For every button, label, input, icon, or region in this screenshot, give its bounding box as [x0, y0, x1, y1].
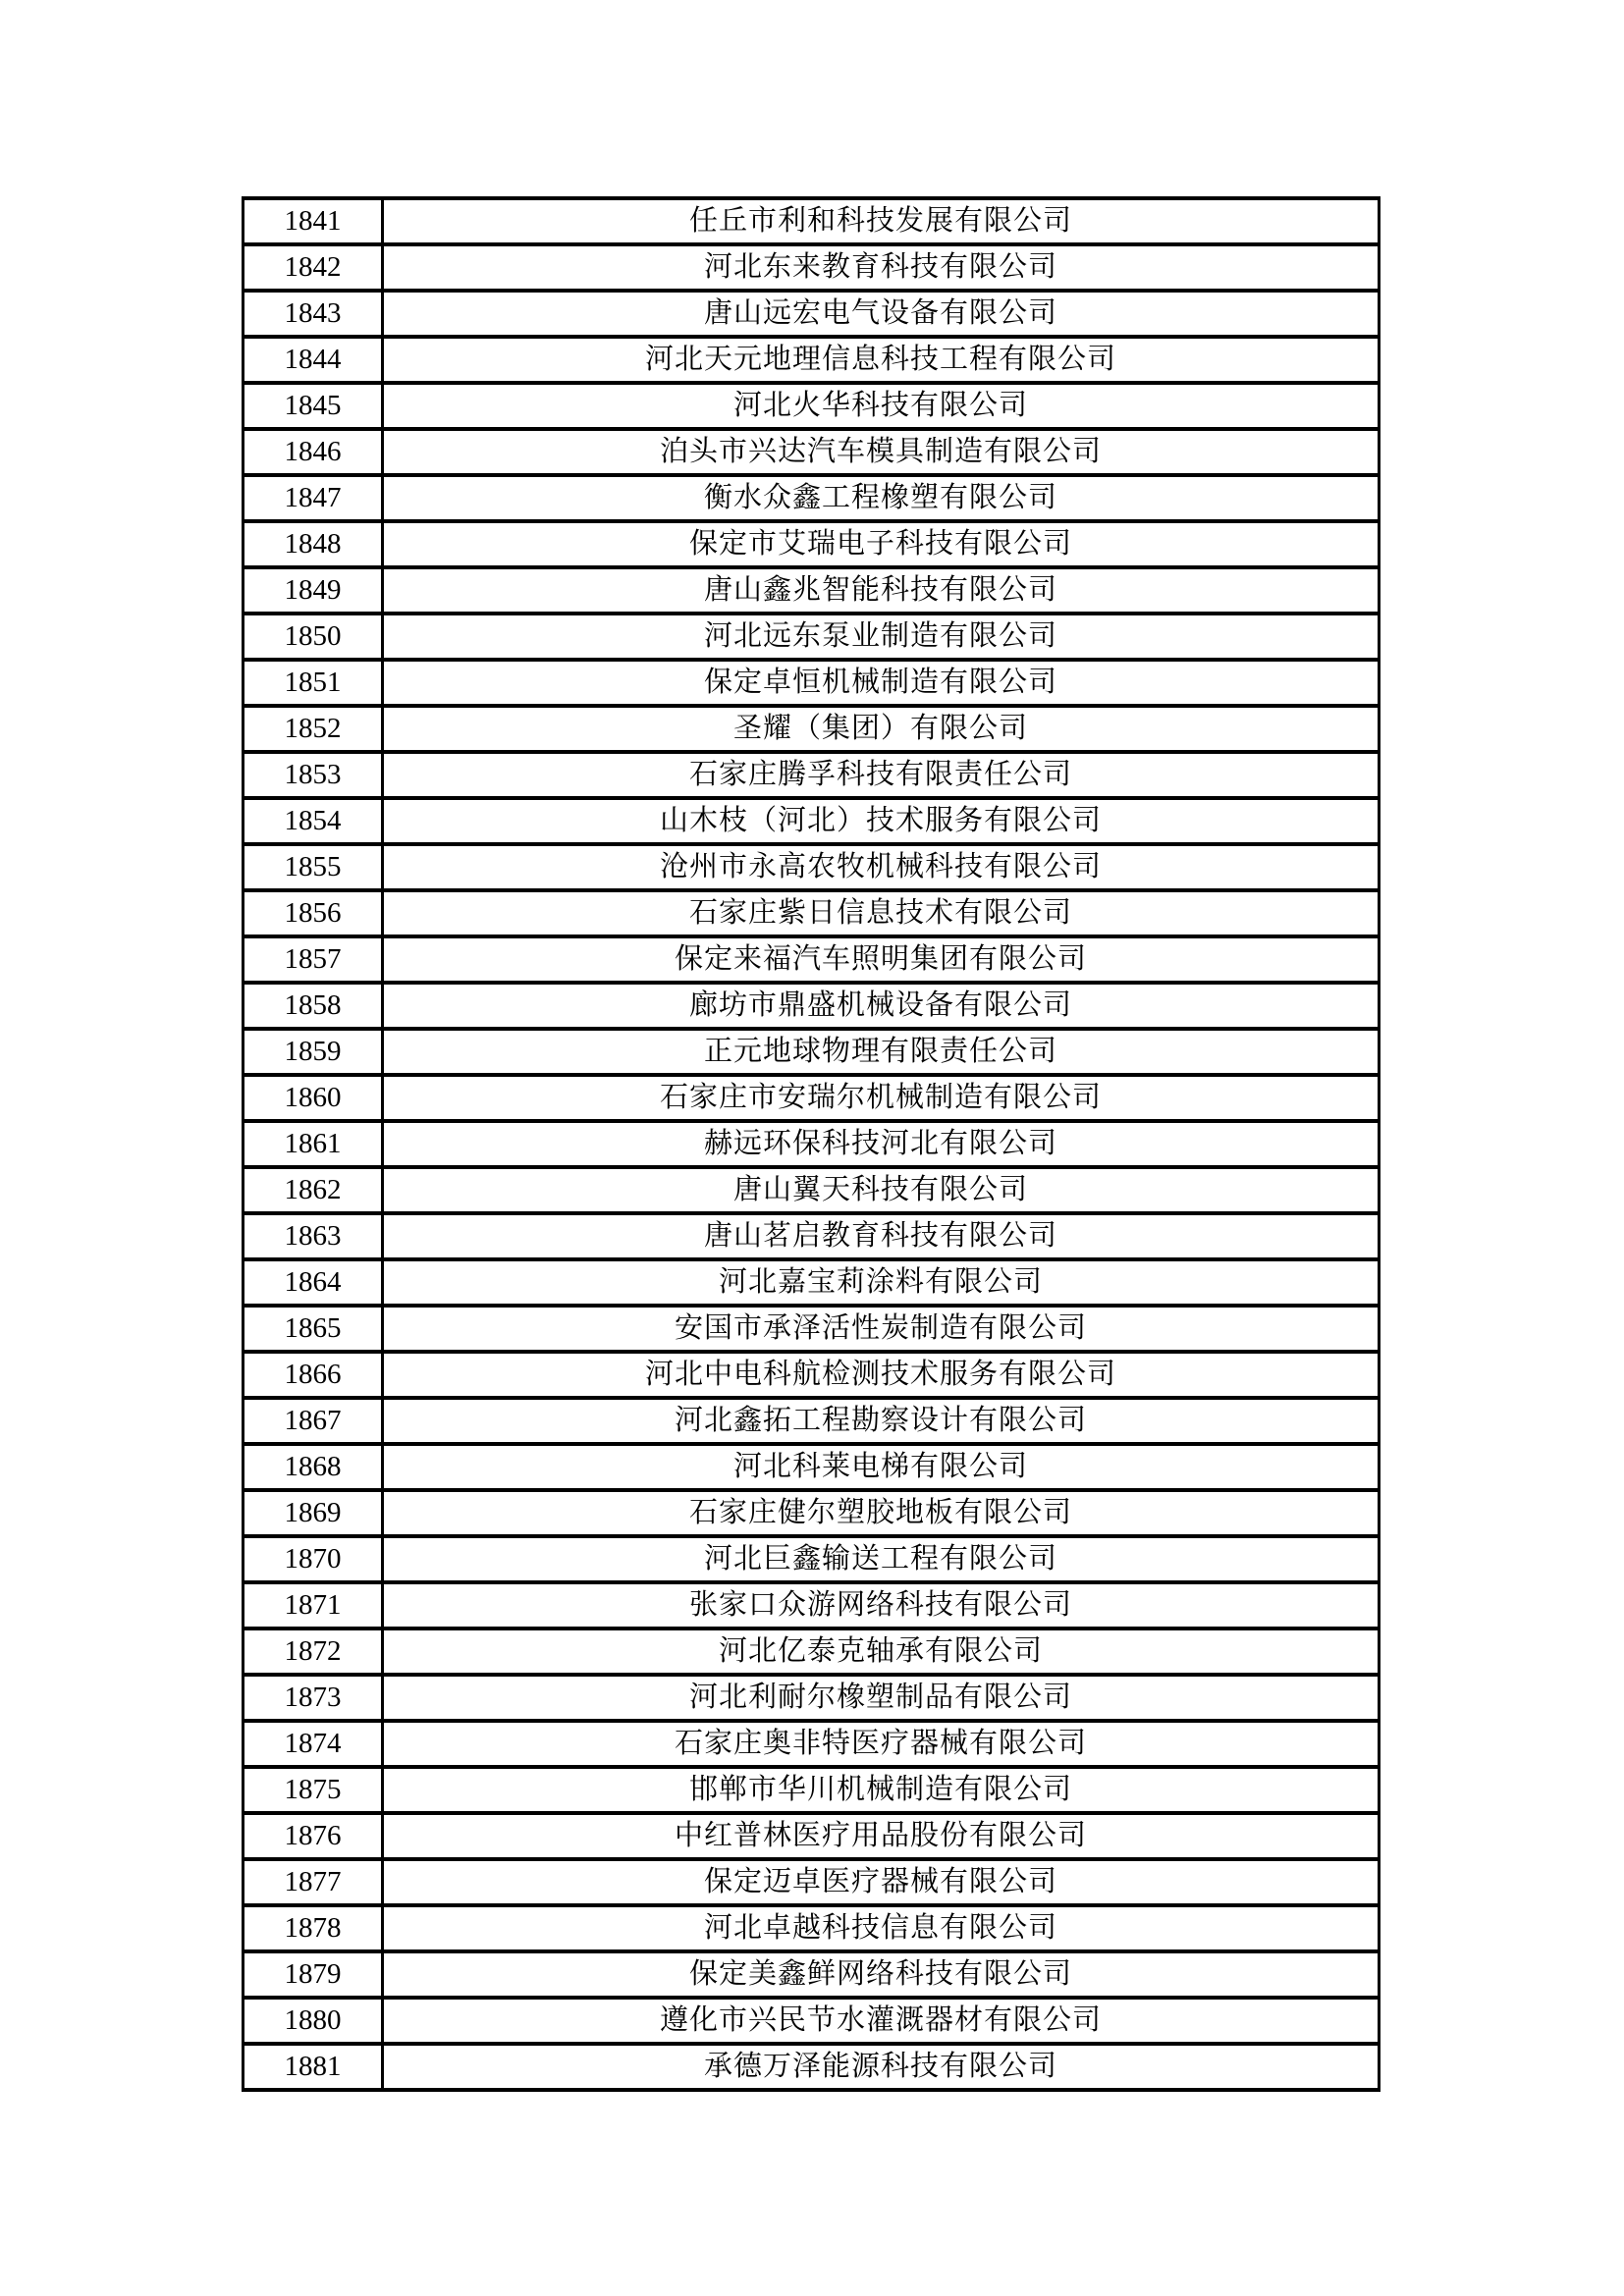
table-row	[244, 798, 1380, 844]
table-row	[244, 706, 1380, 752]
table-row	[244, 660, 1380, 706]
table-row	[244, 2044, 1380, 2090]
table-row	[244, 983, 1380, 1029]
company-name-cell: 保定迈卓医疗器械有限公司	[383, 1859, 1380, 1905]
table-row	[244, 614, 1380, 660]
table-row	[244, 1629, 1380, 1675]
table-row	[244, 337, 1380, 383]
company-name-cell: 廊坊市鼎盛机械设备有限公司	[383, 983, 1380, 1029]
row-number-cell: 1861	[244, 1121, 383, 1167]
row-number-cell: 1857	[244, 936, 383, 983]
row-number-cell: 1860	[244, 1075, 383, 1121]
table-row	[244, 1121, 1380, 1167]
row-number-cell: 1877	[244, 1859, 383, 1905]
company-name-cell: 河北科莱电梯有限公司	[383, 1444, 1380, 1490]
company-name-cell: 保定来福汽车照明集团有限公司	[383, 936, 1380, 983]
company-name-cell: 承德万泽能源科技有限公司	[383, 2044, 1380, 2090]
row-number-cell: 1865	[244, 1306, 383, 1352]
row-number-cell: 1862	[244, 1167, 383, 1213]
table-row	[244, 1951, 1380, 1998]
company-name-cell: 泊头市兴达汽车模具制造有限公司	[383, 429, 1380, 475]
row-number-cell: 1854	[244, 798, 383, 844]
table-row	[244, 383, 1380, 429]
row-number-cell: 1873	[244, 1675, 383, 1721]
row-number-cell: 1850	[244, 614, 383, 660]
table-row	[244, 1398, 1380, 1444]
row-number-cell: 1848	[244, 521, 383, 567]
table-row	[244, 1167, 1380, 1213]
company-name-cell: 河北中电科航检测技术服务有限公司	[383, 1352, 1380, 1398]
row-number-cell: 1856	[244, 890, 383, 936]
company-name-cell: 河北火华科技有限公司	[383, 383, 1380, 429]
company-name-cell: 石家庄腾孚科技有限责任公司	[383, 752, 1380, 798]
table-row	[244, 890, 1380, 936]
table-row	[244, 1721, 1380, 1767]
table-row	[244, 1859, 1380, 1905]
table-row	[244, 1259, 1380, 1306]
row-number-cell: 1879	[244, 1951, 383, 1998]
row-number-cell: 1846	[244, 429, 383, 475]
company-name-cell: 遵化市兴民节水灌溉器材有限公司	[383, 1998, 1380, 2044]
company-name-cell: 保定美鑫鲜网络科技有限公司	[383, 1951, 1380, 1998]
company-name-cell: 河北嘉宝莉涂料有限公司	[383, 1259, 1380, 1306]
table-row	[244, 429, 1380, 475]
company-name-cell: 衡水众鑫工程橡塑有限公司	[383, 475, 1380, 521]
company-table-body	[244, 198, 1380, 2090]
table-row	[244, 1998, 1380, 2044]
table-row	[244, 1675, 1380, 1721]
row-number-cell: 1880	[244, 1998, 383, 2044]
row-number-cell: 1847	[244, 475, 383, 521]
table-row	[244, 1490, 1380, 1536]
company-name-cell: 张家口众游网络科技有限公司	[383, 1582, 1380, 1629]
row-number-cell: 1858	[244, 983, 383, 1029]
table-row	[244, 1029, 1380, 1075]
table-row	[244, 475, 1380, 521]
company-name-cell: 唐山翼天科技有限公司	[383, 1167, 1380, 1213]
table-row	[244, 752, 1380, 798]
company-name-cell: 河北远东泵业制造有限公司	[383, 614, 1380, 660]
company-name-cell: 保定市艾瑞电子科技有限公司	[383, 521, 1380, 567]
row-number-cell: 1869	[244, 1490, 383, 1536]
table-row	[244, 1352, 1380, 1398]
row-number-cell: 1844	[244, 337, 383, 383]
table-row	[244, 198, 1380, 244]
company-name-cell: 正元地球物理有限责任公司	[383, 1029, 1380, 1075]
row-number-cell: 1875	[244, 1767, 383, 1813]
row-number-cell: 1876	[244, 1813, 383, 1859]
company-name-cell: 石家庄奥非特医疗器械有限公司	[383, 1721, 1380, 1767]
company-list-table	[242, 196, 1380, 2092]
table-row	[244, 244, 1380, 291]
table-row	[244, 291, 1380, 337]
row-number-cell: 1870	[244, 1536, 383, 1582]
row-number-cell: 1863	[244, 1213, 383, 1259]
company-name-cell: 石家庄紫日信息技术有限公司	[383, 890, 1380, 936]
row-number-cell: 1871	[244, 1582, 383, 1629]
table-row	[244, 1075, 1380, 1121]
company-name-cell: 河北东来教育科技有限公司	[383, 244, 1380, 291]
table-row	[244, 521, 1380, 567]
row-number-cell: 1881	[244, 2044, 383, 2090]
company-name-cell: 河北鑫拓工程勘察设计有限公司	[383, 1398, 1380, 1444]
row-number-cell: 1841	[244, 198, 383, 244]
company-name-cell: 唐山鑫兆智能科技有限公司	[383, 567, 1380, 614]
row-number-cell: 1852	[244, 706, 383, 752]
row-number-cell: 1851	[244, 660, 383, 706]
table-row	[244, 1813, 1380, 1859]
table-row	[244, 936, 1380, 983]
company-name-cell: 圣耀（集团）有限公司	[383, 706, 1380, 752]
company-name-cell: 河北巨鑫输送工程有限公司	[383, 1536, 1380, 1582]
row-number-cell: 1855	[244, 844, 383, 890]
company-name-cell: 中红普林医疗用品股份有限公司	[383, 1813, 1380, 1859]
company-name-cell: 石家庄市安瑞尔机械制造有限公司	[383, 1075, 1380, 1121]
company-name-cell: 保定卓恒机械制造有限公司	[383, 660, 1380, 706]
table-row	[244, 1213, 1380, 1259]
company-name-cell: 河北亿泰克轴承有限公司	[383, 1629, 1380, 1675]
company-name-cell: 赫远环保科技河北有限公司	[383, 1121, 1380, 1167]
table-row	[244, 1536, 1380, 1582]
table-row	[244, 1582, 1380, 1629]
company-name-cell: 沧州市永高农牧机械科技有限公司	[383, 844, 1380, 890]
company-name-cell: 邯郸市华川机械制造有限公司	[383, 1767, 1380, 1813]
company-name-cell: 安国市承泽活性炭制造有限公司	[383, 1306, 1380, 1352]
company-name-cell: 唐山远宏电气设备有限公司	[383, 291, 1380, 337]
row-number-cell: 1859	[244, 1029, 383, 1075]
table-row	[244, 1444, 1380, 1490]
table-row	[244, 1306, 1380, 1352]
row-number-cell: 1849	[244, 567, 383, 614]
row-number-cell: 1864	[244, 1259, 383, 1306]
row-number-cell: 1872	[244, 1629, 383, 1675]
table-row	[244, 844, 1380, 890]
table-row	[244, 1905, 1380, 1951]
row-number-cell: 1866	[244, 1352, 383, 1398]
row-number-cell: 1853	[244, 752, 383, 798]
company-name-cell: 石家庄健尔塑胶地板有限公司	[383, 1490, 1380, 1536]
company-name-cell: 山木枝（河北）技术服务有限公司	[383, 798, 1380, 844]
row-number-cell: 1868	[244, 1444, 383, 1490]
table-row	[244, 1767, 1380, 1813]
row-number-cell: 1874	[244, 1721, 383, 1767]
company-name-cell: 河北利耐尔橡塑制品有限公司	[383, 1675, 1380, 1721]
row-number-cell: 1878	[244, 1905, 383, 1951]
row-number-cell: 1843	[244, 291, 383, 337]
company-name-cell: 唐山茗启教育科技有限公司	[383, 1213, 1380, 1259]
row-number-cell: 1842	[244, 244, 383, 291]
row-number-cell: 1867	[244, 1398, 383, 1444]
table-row	[244, 567, 1380, 614]
company-name-cell: 任丘市利和科技发展有限公司	[383, 198, 1380, 244]
row-number-cell: 1845	[244, 383, 383, 429]
company-name-cell: 河北卓越科技信息有限公司	[383, 1905, 1380, 1951]
company-name-cell: 河北天元地理信息科技工程有限公司	[383, 337, 1380, 383]
